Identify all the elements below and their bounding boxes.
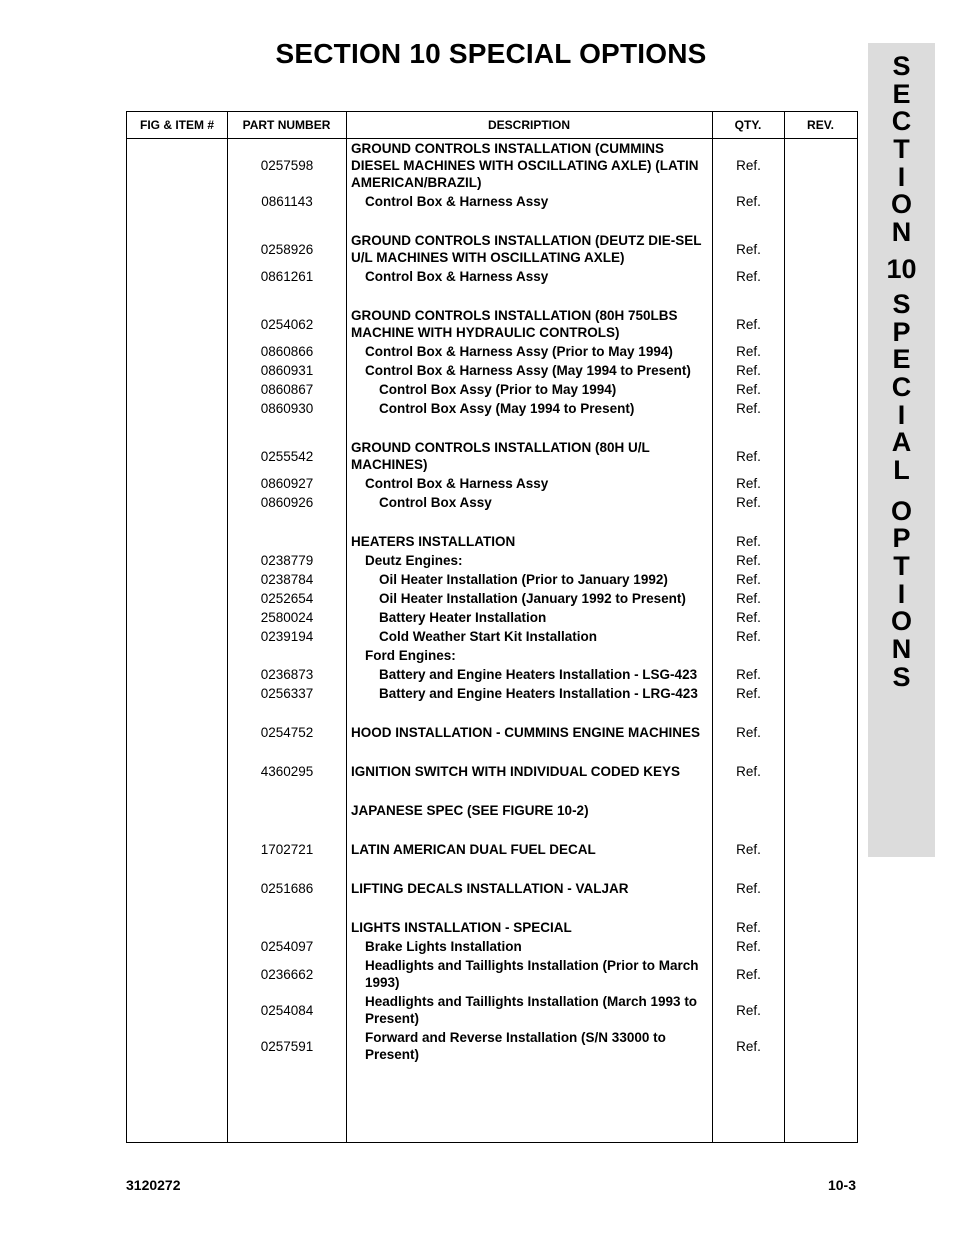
page-number: 10-3 <box>827 1177 856 1193</box>
description-cell: Control Box & Harness Assy <box>365 476 549 491</box>
parts-table <box>126 111 858 1143</box>
description-cell: Oil Heater Installation (Prior to January 1992) <box>379 572 668 587</box>
table-row <box>127 879 857 898</box>
description-cell: Control Box Assy <box>379 495 492 510</box>
side-tab-letter: S <box>892 51 911 81</box>
side-tab-letter: P <box>892 523 911 554</box>
part-number-cell: 0860867 <box>260 382 314 397</box>
table-spacer-row <box>127 211 857 231</box>
document-number: 3120272 <box>126 1177 181 1193</box>
table-row <box>127 474 857 493</box>
side-tab-letter: C <box>891 106 912 137</box>
qty-cell: Ref. <box>736 553 761 568</box>
side-tab-letter: C <box>891 371 912 402</box>
qty-cell: Ref. <box>736 1038 761 1054</box>
qty-cell: Ref. <box>736 269 761 284</box>
side-tab-letter: I <box>897 399 906 430</box>
description-cell: Oil Heater Installation (January 1992 to Present) <box>379 591 686 606</box>
description-cell: Control Box & Harness Assy (Prior to May 1994) <box>365 344 673 359</box>
description-cell: Control Box & Harness Assy (May 1994 to Present) <box>365 363 691 378</box>
table-row <box>127 342 857 361</box>
table-spacer-row <box>127 781 857 801</box>
part-number-cell: 0236662 <box>260 966 314 982</box>
part-number-cell: 1702721 <box>260 842 314 857</box>
qty-cell: Ref. <box>736 667 761 682</box>
description-cell: GROUND CONTROLS INSTALLATION (80H U/L MACHINES) <box>351 440 650 472</box>
qty-cell: Ref. <box>736 764 761 779</box>
table-row <box>127 801 857 820</box>
qty-cell: Ref. <box>736 382 761 397</box>
qty-cell: Ref. <box>736 476 761 491</box>
qty-cell: Ref. <box>736 448 761 464</box>
description-cell: GROUND CONTROLS INSTALLATION (DEUTZ DIE-SEL U/L MACHINES WITH OSCILLATING AXLE) <box>351 233 702 265</box>
table-row <box>127 267 857 286</box>
table-row <box>127 608 857 627</box>
qty-cell: Ref. <box>736 534 761 549</box>
table-row <box>127 589 857 608</box>
description-cell: Headlights and Taillights Installation (Prior to March 1993) <box>365 958 699 990</box>
table-row <box>127 231 857 267</box>
part-number-cell: 0860927 <box>260 476 314 491</box>
column-header-fig-item: FIG & ITEM # <box>139 118 214 132</box>
qty-cell: Ref. <box>736 158 761 173</box>
table-row <box>127 937 857 956</box>
part-number-cell: 0238784 <box>260 572 314 587</box>
table-spacer-row <box>127 820 857 840</box>
qty-cell: Ref. <box>736 939 761 954</box>
column-header-rev: REV. <box>807 118 834 132</box>
table-row <box>127 762 857 781</box>
qty-cell: Ref. <box>736 591 761 606</box>
side-tab-letter: T <box>893 551 910 581</box>
description-cell: Battery and Engine Heaters Installation - LRG-423 <box>379 686 698 701</box>
description-cell: HEATERS INSTALLATION <box>351 534 516 549</box>
qty-cell: Ref. <box>736 495 761 510</box>
table-spacer-row <box>127 859 857 879</box>
table-row <box>127 1028 857 1064</box>
qty-cell: Ref. <box>736 881 761 896</box>
part-number-cell: 2580024 <box>260 610 314 625</box>
side-tab-letter: E <box>892 78 911 109</box>
table-spacer-row <box>127 286 857 306</box>
part-number-cell: 0861261 <box>260 269 314 284</box>
qty-cell: Ref. <box>736 316 761 332</box>
column-header-qty: QTY. <box>734 118 762 132</box>
side-tab-letter: P <box>892 316 911 347</box>
part-number-cell: 0860930 <box>260 401 314 416</box>
side-tab-letter: O <box>890 495 912 526</box>
part-number-cell: 0256337 <box>260 686 314 701</box>
description-cell: IGNITION SWITCH WITH INDIVIDUAL CODED KEYS <box>351 764 681 779</box>
table-row <box>127 399 857 418</box>
part-number-cell: 0860931 <box>260 363 314 378</box>
part-number-cell: 4360295 <box>260 764 314 779</box>
table-row <box>127 627 857 646</box>
part-number-cell: 0257598 <box>260 158 314 173</box>
table-spacer-row <box>127 742 857 762</box>
description-cell: LATIN AMERICAN DUAL FUEL DECAL <box>351 842 596 857</box>
part-number-cell: 0254084 <box>260 1002 314 1018</box>
part-number-cell: 0238779 <box>260 553 314 568</box>
qty-cell: Ref. <box>736 686 761 701</box>
part-number-cell: 0251686 <box>260 881 314 896</box>
qty-cell: Ref. <box>736 401 761 416</box>
table-row <box>127 992 857 1028</box>
part-number-cell: 0239194 <box>260 629 314 644</box>
description-cell: Control Box Assy (May 1994 to Present) <box>379 401 635 416</box>
qty-cell: Ref. <box>736 629 761 644</box>
table-body <box>127 139 857 1064</box>
table-header-row <box>127 112 857 139</box>
part-number-cell: 0255542 <box>260 448 314 464</box>
qty-cell: Ref. <box>736 241 761 257</box>
table-row <box>127 361 857 380</box>
table-row <box>127 918 857 937</box>
side-tab-letter: T <box>893 134 910 165</box>
description-cell: Control Box & Harness Assy <box>365 269 549 284</box>
table-row <box>127 956 857 992</box>
qty-cell: Ref. <box>736 610 761 625</box>
qty-cell: Ref. <box>736 363 761 378</box>
side-tab-letter: E <box>892 344 911 375</box>
table-spacer-row <box>127 898 857 918</box>
side-tab-number: 10 <box>886 253 917 284</box>
description-cell: LIFTING DECALS INSTALLATION - VALJAR <box>351 881 629 896</box>
description-cell: Forward and Reverse Installation (S/N 33000 to Present) <box>365 1030 666 1062</box>
description-cell: Ford Engines: <box>365 648 456 663</box>
side-tab-text <box>868 53 935 691</box>
section-side-tab <box>868 43 935 857</box>
column-header-description: DESCRIPTION <box>487 118 570 132</box>
qty-cell: Ref. <box>736 1002 761 1018</box>
side-tab-letter: O <box>890 189 912 220</box>
column-header-part-number: PART NUMBER <box>242 118 331 132</box>
table-row <box>127 139 857 192</box>
table-row <box>127 306 857 342</box>
table-row <box>127 570 857 589</box>
table-spacer-row <box>127 703 857 723</box>
description-cell: Deutz Engines: <box>365 553 463 568</box>
description-cell: HOOD INSTALLATION - CUMMINS ENGINE MACHINES <box>351 725 700 740</box>
description-cell: Brake Lights Installation <box>365 939 522 954</box>
side-tab-letter: I <box>897 161 906 192</box>
side-tab-letter: N <box>891 217 912 248</box>
part-number-cell: 0254752 <box>260 725 314 740</box>
description-cell: GROUND CONTROLS INSTALLATION (80H 750LBS MACHINE WITH HYDRAULIC CONTROLS) <box>351 308 678 340</box>
side-tab-letter: S <box>892 288 911 319</box>
qty-cell: Ref. <box>736 572 761 587</box>
description-cell: Headlights and Taillights Installation (March 1993 to Present) <box>365 994 698 1026</box>
table-spacer-row <box>127 512 857 532</box>
table-spacer-row <box>127 418 857 438</box>
description-cell: Battery Heater Installation <box>379 610 547 625</box>
description-cell: LIGHTS INSTALLATION - SPECIAL <box>351 920 572 935</box>
description-cell: GROUND CONTROLS INSTALLATION (CUMMINS DIESEL MACHINES WITH OSCILLATING AXLE) (LATIN AMERICAN/BRAZIL) <box>351 141 699 190</box>
qty-cell: Ref. <box>736 344 761 359</box>
description-cell: JAPANESE SPEC (SEE FIGURE 10-2) <box>351 803 589 818</box>
part-number-cell: 0252654 <box>260 591 314 606</box>
part-number-cell: 0257591 <box>260 1038 314 1054</box>
table-row <box>127 646 857 665</box>
side-tab-letter: I <box>897 578 906 609</box>
side-tab-letter: L <box>893 454 910 485</box>
table-row <box>127 493 857 512</box>
part-number-cell: 0254097 <box>260 939 314 954</box>
table-row <box>127 438 857 474</box>
description-cell: Control Box Assy (Prior to May 1994) <box>379 382 617 397</box>
table-row <box>127 665 857 684</box>
qty-cell: Ref. <box>736 842 761 857</box>
description-cell: Battery and Engine Heaters Installation - LSG-423 <box>379 667 698 682</box>
description-cell: Control Box & Harness Assy <box>365 194 549 209</box>
table-row <box>127 551 857 570</box>
description-cell: Cold Weather Start Kit Installation <box>379 629 598 644</box>
table-row <box>127 840 857 859</box>
part-number-cell: 0254062 <box>260 316 314 332</box>
table-row <box>127 684 857 703</box>
table-row <box>127 380 857 399</box>
part-number-cell: 0258926 <box>260 241 314 257</box>
part-number-cell: 0861143 <box>261 194 313 209</box>
table-row <box>127 532 857 551</box>
side-tab-letter: S <box>892 661 911 692</box>
part-number-cell: 0860926 <box>260 495 314 510</box>
qty-cell: Ref. <box>736 920 761 935</box>
side-tab-letter: N <box>891 634 912 665</box>
table-row <box>127 723 857 742</box>
side-tab-letter: A <box>891 427 912 458</box>
qty-cell: Ref. <box>736 966 761 982</box>
qty-cell: Ref. <box>736 194 761 209</box>
page-title: SECTION 10 SPECIAL OPTIONS <box>275 38 707 69</box>
qty-cell: Ref. <box>736 725 761 740</box>
part-number-cell: 0860866 <box>260 344 314 359</box>
table-row <box>127 192 857 211</box>
side-tab-letter: O <box>890 606 912 637</box>
part-number-cell: 0236873 <box>260 667 314 682</box>
